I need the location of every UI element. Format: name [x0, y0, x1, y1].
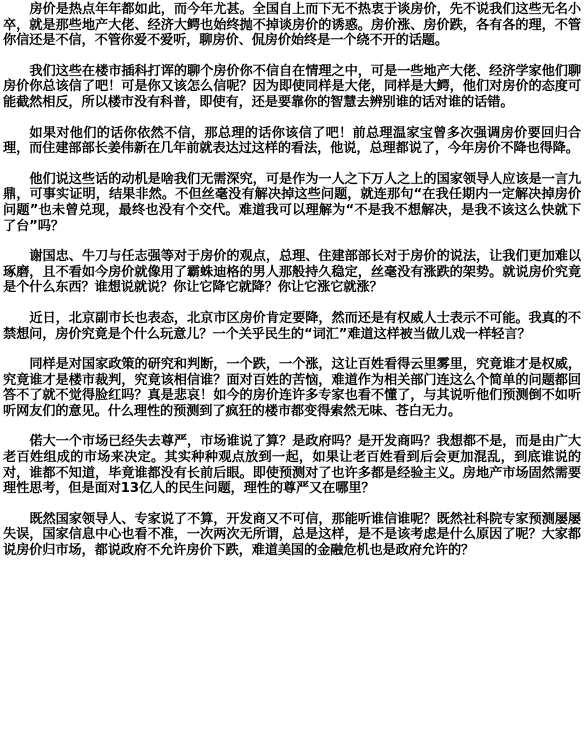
paragraph-8: 偌大一个市场已经失去尊严，市场谁说了算？是政府吗？是开发商吗？我想都不是，而是由广大老百姓组成的市场来决定。其实种种观点放到一起，如果让老百姓看到后会更加混乱，到底谁说的对，谁都不知道，毕竟谁都没有长前后眼。即使预测对了也许多都是经验主义。房地产市场固然需要理性思考，但是面对13亿人的民生问题，理性的尊严又在哪里？	[3, 434, 581, 497]
paragraph-9: 既然国家领导人、专家说了不算，开发商又不可信，那能听谁信谁呢？既然社科院专家预测屡屡失误，国家信息中心也看不准，一次两次无所谓，总是这样，是不是该考虑是什么原因了呢？大家都说房价归市场，都说政府不允许房价下跌，难道美国的金融危机也是政府允许的？	[3, 511, 581, 559]
paragraph-7: 同样是对国家政策的研究和判断，一个跌，一个涨，这让百姓看得云里雾里，究竟谁才是权威，究竟谁才是楼市裁判，究竟该相信谁？面对百姓的苦恼，难道作为相关部门连这么个简单的问题都回答不了就不觉得脸红吗？真是悲哀！如今的房价连许多专家也看不懂了，与其说听他们预测倒不如听听网友们的意见。什么理性的预测到了疯狂的楼市都变得索然无味、苍白无力。	[3, 357, 581, 419]
paragraph-5: 谢国忠、牛刀与任志强等对于房价的观点，总理、住建部部长对于房价的说法，让我们更加难以琢磨，且不看如今房价就像用了霸蛛迪格的男人那般持久稳定，丝毫没有涨跌的架势。就说房价究竟是个什么东西？谁想说就说？你让它降它就降？你让它涨它就涨？	[3, 249, 581, 296]
paragraph-2: 我们这些在楼市插科打诨的聊个房价你不信自在情理之中，可是一些地产大佬、经济学家他们聊房价你总该信了吧！可是你又该怎么信呢？因为即使同样是大佬，同样是大鳄，他们对房价的态度可能截然相反，所以楼市没有科普，即使有，还是要靠你的智慧去辨别谁的话对谁的话错。	[3, 63, 581, 110]
paragraph-3: 如果对他们的话你依然不信，那总理的话你该信了吧！前总理温家宝曾多次强调房价要回归合理，而住建部部长姜伟新在几年前就表达过这样的看法，他说，总理都说了，今年房价不降也得降。	[3, 125, 581, 157]
paragraph-4: 他们说这些话的动机是啥我们无需深究，可是作为一人之下万人之上的国家领导人应该是一言九鼎，可事实证明，结果非然。不但丝毫没有解决掉这些问题，就连那句“在我任期内一定解决掉房价问题”也未曾兑现，最终也没有个交代。难道我可以理解为“不是我不想解决，是我不该这么快就下了台”吗？	[3, 171, 581, 234]
paragraph-6: 近日，北京副市长也表态，北京市区房价肯定要降，然而还是有权威人士表示不可能。我真的不禁想问，房价究竟是个什么玩意儿？一个关乎民生的“词汇”难道这样被当做儿戏一样轻言？	[3, 310, 581, 342]
article-body	[3, 2, 581, 574]
paragraph-1: 房价是热点年年都如此，而今年尤甚。全国自上而下无不热衷于谈房价，先不说我们这些无名小卒，就是那些地产大佬、经济大鳄也始终抛不掉谈房价的诱惑。房价涨、房价跌，各有各的理，不管你信还是不信，不管你爱不爱听，聊房价、侃房价始终是一个绕不开的话题。	[3, 2, 581, 49]
